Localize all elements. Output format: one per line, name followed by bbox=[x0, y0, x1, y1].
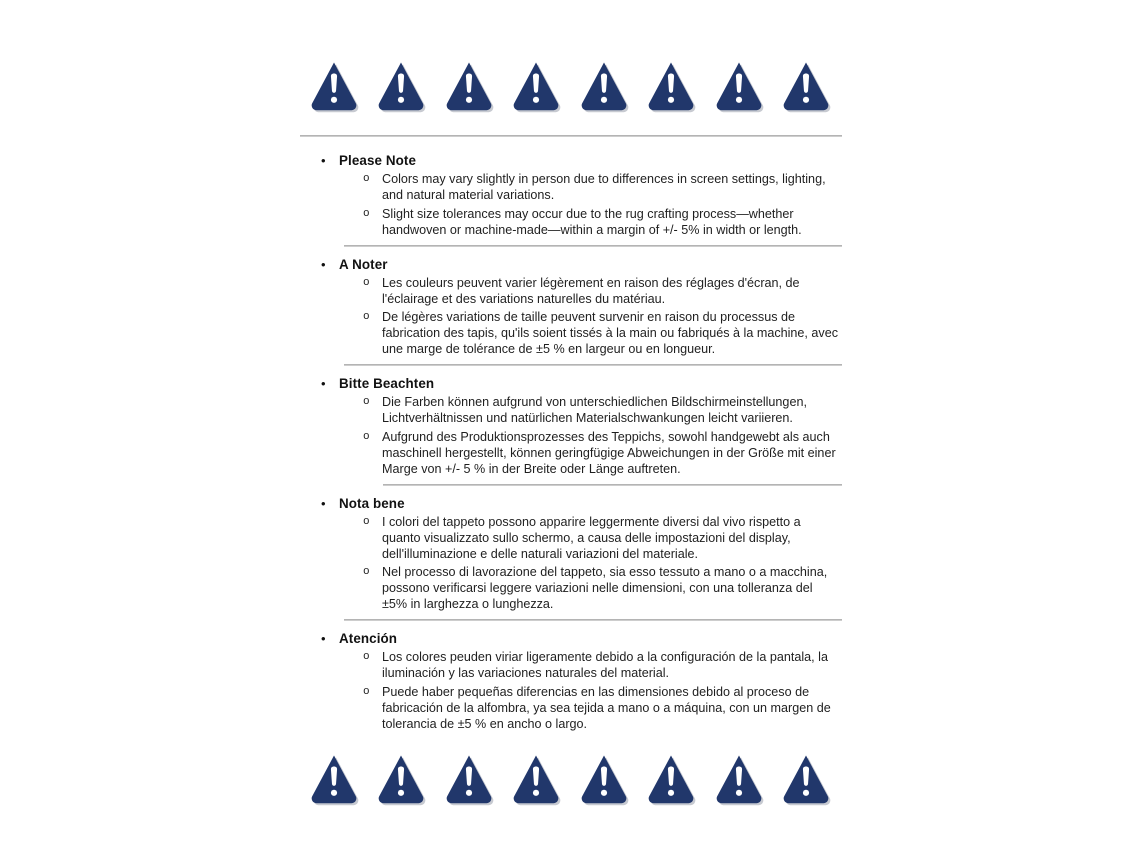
section-heading-row bbox=[300, 376, 842, 392]
warning-triangle-icon bbox=[782, 753, 830, 807]
section-heading: Please Note bbox=[339, 153, 417, 168]
note-item bbox=[300, 172, 842, 204]
note-item bbox=[300, 565, 842, 613]
note-item bbox=[300, 395, 842, 427]
section-heading-row bbox=[300, 631, 842, 647]
note-text: Colors may vary slightly in person due to differences in screen settings, lighting, and natural material variations. bbox=[382, 172, 826, 202]
warning-triangle-icon bbox=[445, 60, 493, 114]
section-heading: A Noter bbox=[339, 256, 388, 272]
note-text: De légères variations de taille peuvent survenir en raison du processus de fabrication des tapis, qu'ils soient tissés à la main ou fabriqués à la machine, avec une marge de tolérance de ±5 % en largeur ou en longueur. bbox=[382, 310, 839, 357]
note-item bbox=[300, 430, 842, 478]
horizontal-rule bbox=[344, 245, 842, 247]
warning-icon-row-bottom bbox=[310, 753, 830, 809]
section-heading-row bbox=[300, 153, 842, 169]
circle-bullet-icon: o bbox=[363, 311, 370, 324]
document-body bbox=[300, 60, 842, 809]
circle-bullet-icon: o bbox=[363, 515, 370, 528]
note-item bbox=[300, 515, 842, 563]
note-item bbox=[300, 310, 842, 358]
circle-bullet-icon: o bbox=[363, 276, 370, 289]
note-text: Puede haber pequeñas diferencias en las dimensiones debido al proceso de fabricación de la alfombra, ya sea tejida a mano o a máquina, con un margen de tolerancia de ±5 % en ancho o largo. bbox=[382, 684, 831, 731]
bullet-icon: • bbox=[321, 256, 326, 272]
circle-bullet-icon: o bbox=[363, 207, 370, 220]
note-text: Slight size tolerances may occur due to the rug crafting process—whether handwoven or machine-made—within a margin of +/- 5% in width or length. bbox=[382, 206, 802, 237]
note-text: Aufgrund des Produktionsprozesses des Teppichs, sowohl handgewebt als auch maschinell hergestellt, können geringfügige Abweichungen in der Größe mit einer Marge von +/- 5 % in der Breite oder Länge auftreten. bbox=[382, 429, 836, 476]
section-bitte-beachten bbox=[300, 376, 842, 486]
warning-triangle-icon bbox=[647, 753, 695, 807]
section-heading: Atención bbox=[339, 631, 398, 647]
bullet-icon: • bbox=[321, 631, 326, 647]
warning-icon-row-top bbox=[310, 60, 830, 116]
warning-triangle-icon bbox=[445, 753, 493, 807]
section-please-note bbox=[300, 153, 842, 247]
circle-bullet-icon: o bbox=[363, 430, 370, 443]
bullet-icon: • bbox=[321, 495, 326, 511]
horizontal-rule bbox=[344, 364, 842, 366]
notes-list bbox=[300, 153, 842, 733]
section-nota-bene bbox=[300, 496, 842, 621]
note-item bbox=[300, 650, 842, 682]
note-item bbox=[300, 207, 842, 239]
note-text: Nel processo di lavorazione del tappeto, sia esso tessuto a mano o a macchina, possono verificarsi leggere variazioni nelle dimensioni, con una tolleranza del ±5% in larghezza o lunghezza. bbox=[382, 565, 828, 612]
circle-bullet-icon: o bbox=[363, 651, 370, 664]
warning-triangle-icon bbox=[782, 60, 830, 114]
bullet-icon: • bbox=[321, 153, 326, 168]
section-heading-row bbox=[300, 257, 842, 273]
note-text: I colori del tappeto possono apparire leggermente diversi dal vivo rispetto a quanto visualizzato sullo schermo, a causa delle impostazioni del display, dell'illuminazione e delle naturali variazioni del materiale. bbox=[382, 514, 801, 561]
warning-triangle-icon bbox=[580, 60, 628, 114]
bullet-icon: • bbox=[321, 376, 326, 392]
warning-triangle-icon bbox=[512, 753, 560, 807]
warning-triangle-icon bbox=[647, 60, 695, 114]
note-item bbox=[300, 276, 842, 308]
section-heading: Bitte Beachten bbox=[339, 376, 435, 392]
warning-triangle-icon bbox=[512, 60, 560, 114]
circle-bullet-icon: o bbox=[363, 173, 370, 185]
horizontal-rule bbox=[300, 135, 842, 137]
note-item bbox=[300, 685, 842, 733]
horizontal-rule bbox=[383, 484, 842, 486]
section-heading-row bbox=[300, 496, 842, 512]
section-heading: Nota bene bbox=[339, 495, 405, 511]
warning-triangle-icon bbox=[310, 753, 358, 807]
section-a-noter bbox=[300, 257, 842, 367]
note-text: Die Farben können aufgrund von unterschiedlichen Bildschirmeinstellungen, Lichtverhältnissen und natürlichen Materialschwankungen leicht variieren. bbox=[382, 395, 807, 426]
circle-bullet-icon: o bbox=[363, 566, 370, 579]
section-atencion bbox=[300, 631, 842, 733]
warning-triangle-icon bbox=[715, 753, 763, 807]
horizontal-rule bbox=[344, 619, 842, 621]
note-text: Los colores peuden viriar ligeramente debido a la configuración de la pantala, la iluminación y las variaciones naturales del material. bbox=[382, 650, 828, 681]
circle-bullet-icon: o bbox=[363, 396, 370, 409]
warning-triangle-icon bbox=[715, 60, 763, 114]
warning-triangle-icon bbox=[580, 753, 628, 807]
warning-triangle-icon bbox=[310, 60, 358, 114]
circle-bullet-icon: o bbox=[363, 685, 370, 698]
warning-triangle-icon bbox=[377, 753, 425, 807]
warning-triangle-icon bbox=[377, 60, 425, 114]
note-text: Les couleurs peuvent varier légèrement en raison des réglages d'écran, de l'éclairage et des variations naturelles du matériau. bbox=[382, 275, 800, 306]
